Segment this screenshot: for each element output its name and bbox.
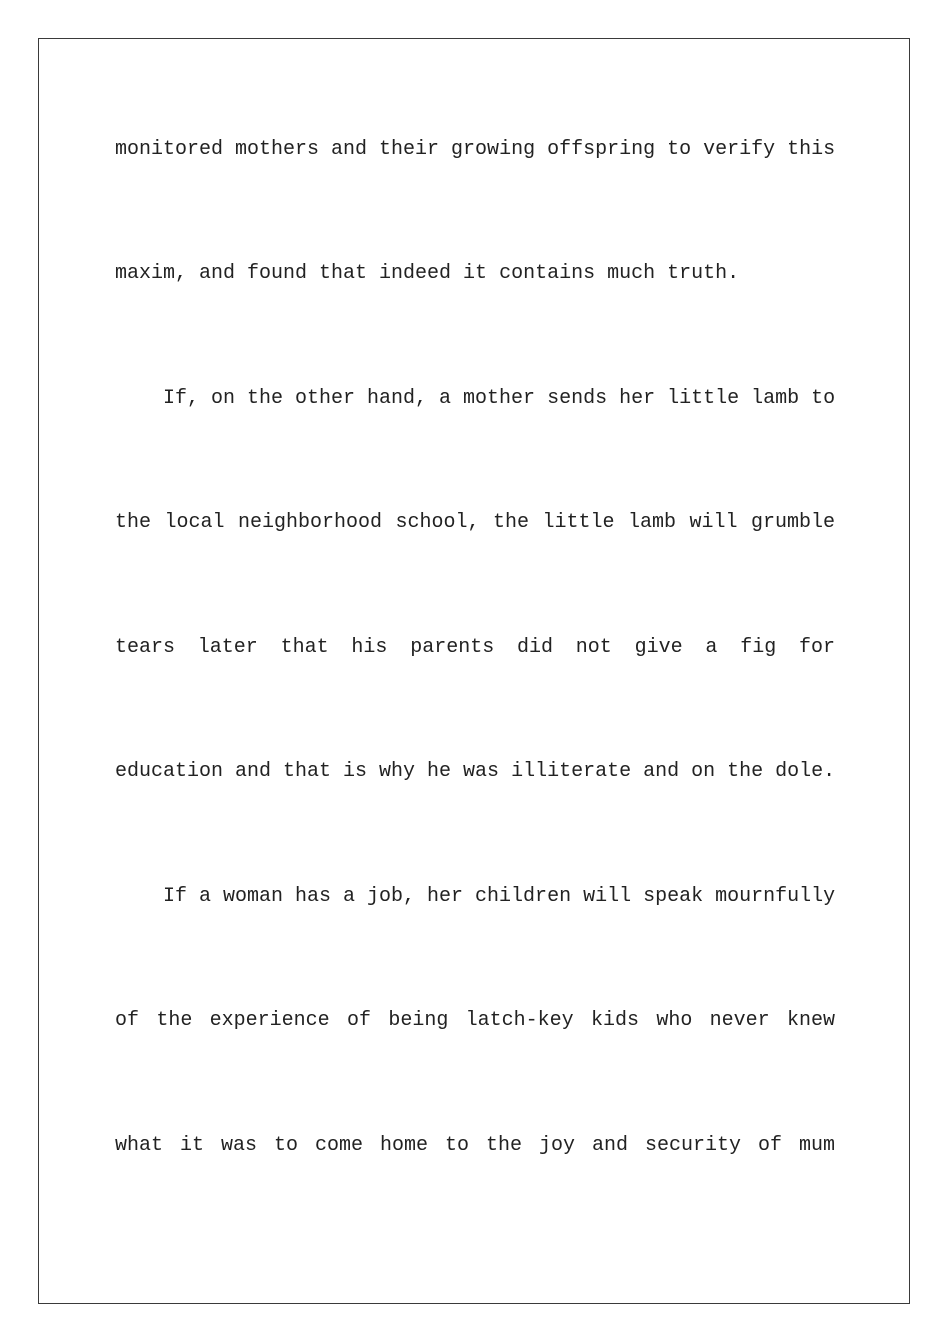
text-line: what it was to come home to the joy and security of mum [115,1134,835,1157]
text-line: education and that is why he was illiterate and on the dole. [115,760,836,783]
paragraph-first-line: If a woman has a job, her children will speak mournfully [163,885,836,908]
text-line: tears later that his parents did not give a fig for [115,636,835,659]
text-line: monitored mothers and their growing offspring to verify this [115,138,836,161]
text-line: of the experience of being latch-key kids who never knew [115,1009,835,1032]
paragraph-first-line: If, on the other hand, a mother sends her little lamb to [163,387,836,410]
text-line: the local neighborhood school, the little lamb will grumble [115,511,835,534]
text-line: maxim, and found that indeed it contains much truth. [115,262,740,285]
page-frame [38,38,910,1304]
